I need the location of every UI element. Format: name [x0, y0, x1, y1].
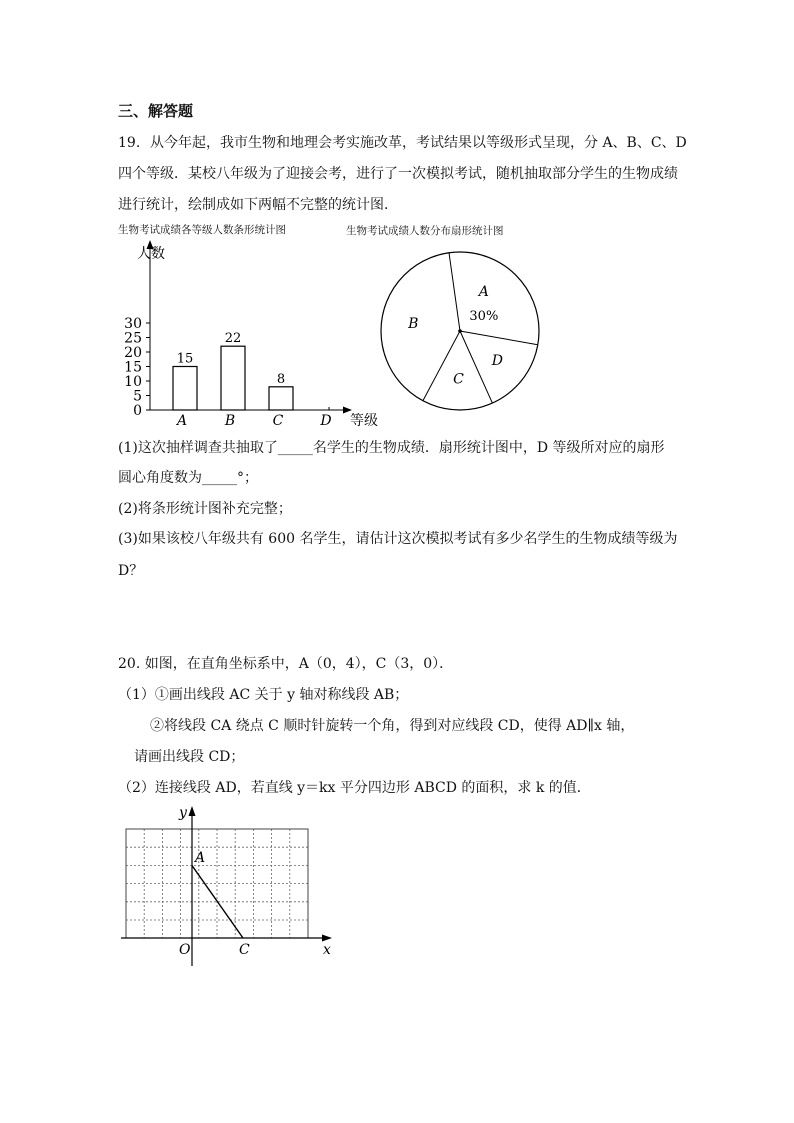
q20-number: 20. 如图，在直角坐标系中，A（0，4），C（3，0）．: [118, 656, 454, 672]
section-title: 三、解答题: [118, 102, 194, 120]
q19-sub1-line1: (1)这次抽样调查共抽取了_____名学生的生物成绩．扇形统计图中，D 等级所对应的扇形: [118, 440, 665, 456]
axis-x-label: x: [323, 942, 331, 958]
q19-line1: 从今年起，我市生物和地理会考实施改革，考试结果以等级形式呈现，分 A、B、C、D: [150, 135, 687, 151]
q19-sub2: (2)将条形统计图补充完整；: [118, 501, 292, 517]
bar-xlabel: 等级: [350, 413, 378, 429]
q19-sub3-line1: (3)如果该校八年级共有 600 名学生，请估计这次模拟考试有多少名学生的生物成绩等级为: [118, 531, 678, 547]
pie-label-D: D: [491, 353, 504, 370]
y-axis-arrow: [189, 806, 196, 816]
bar-chart-caption: 生物考试成绩各等级人数条形统计图: [118, 224, 286, 236]
pie-label-C: C: [453, 371, 464, 388]
y-tick-label: 30: [124, 316, 142, 332]
point-a-label: A: [195, 850, 206, 866]
x-tick-label: D: [320, 413, 332, 429]
q20-part1c: 请画出线段 CD；: [134, 749, 245, 765]
x-tick-label: A: [176, 413, 188, 429]
q20-part1b: ②将线段 CA 绕点 C 顺时针旋转一个角，得到对应线段 CD，使得 AD∥x 轴，: [150, 718, 635, 734]
q20-part1a: （1）①画出线段 AC 关于 y 轴对称线段 AB；: [118, 687, 409, 703]
q19-sub3-line2: D？: [118, 563, 144, 579]
y-tick-label: 25: [124, 330, 142, 347]
y-tick-label: 20: [124, 345, 142, 361]
q19-number: 19.: [118, 135, 141, 151]
bar-value-label: 8: [276, 371, 286, 387]
bar-ylabel: 人数: [137, 246, 165, 262]
bar-value-label: 22: [224, 331, 242, 347]
y-tick-label: 5: [133, 388, 142, 405]
pie-chart-caption: 生物考试成绩人数分布扇形统计图: [346, 225, 504, 237]
point-c-label: C: [239, 942, 250, 958]
x-tick-label: C: [272, 413, 284, 429]
origin-label: O: [179, 942, 191, 958]
y-tick-label: 0: [133, 403, 142, 419]
q20-part2: （2）连接线段 AD，若直线 y＝kx 平分四边形 ABCD 的面积，求 k 的值．: [118, 780, 591, 796]
q19-line2: 四个等级．某校八年级为了迎接会考，进行了一次模拟考试，随机抽取部分学生的生物成绩: [118, 166, 678, 182]
q19-sub1-line2: 圆心角度数为_____°；: [118, 470, 258, 486]
q19-line3: 进行统计，绘制成如下两幅不完整的统计图．: [118, 197, 398, 213]
pie-label-B: B: [408, 315, 419, 332]
axis-y-label: y: [179, 805, 187, 821]
x-tick-label: B: [224, 413, 236, 429]
pie-label-A: A: [478, 283, 489, 300]
y-tick-label: 10: [124, 374, 142, 390]
x-axis-arrow: [322, 935, 332, 942]
bar-value-label: 15: [176, 351, 194, 367]
y-tick-label: 15: [124, 359, 142, 376]
pie-percent-A: 30%: [469, 308, 499, 324]
